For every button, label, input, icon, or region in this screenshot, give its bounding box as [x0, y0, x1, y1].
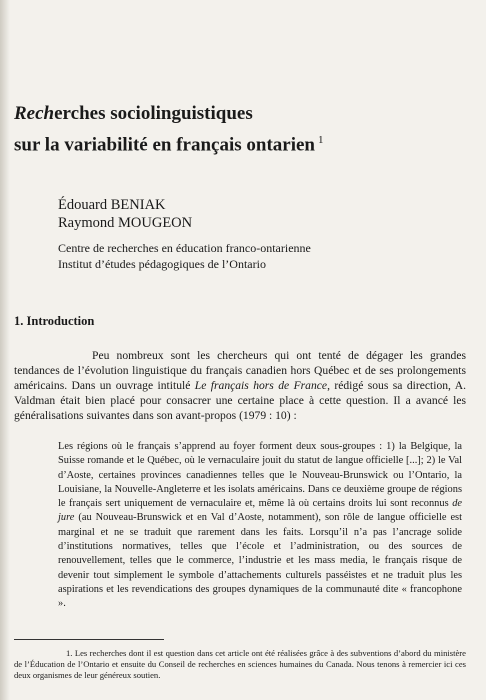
- author-name: Raymond MOUGEON: [58, 215, 193, 231]
- affiliation-line: Institut d’études pédagogiques de l’Ontario: [58, 257, 266, 271]
- scan-shadow: [0, 0, 10, 700]
- title-italic-part: Rech: [14, 103, 55, 124]
- paragraph-text-1: Peu nombreux sont les chercheurs qui ont tenté de dégager les grandes tendances de l’évolution linguistique du français canadien hors Québec et de ses prolongements américains. Dans un ouvrage intitulé: [14, 349, 466, 393]
- title-line-1: [14, 100, 454, 127]
- body-paragraph: [14, 348, 466, 423]
- affiliation: [58, 240, 311, 272]
- title-line-1-rest: erches sociolinguistiques: [54, 103, 253, 124]
- quote-italic-de-jure: de jure: [58, 498, 462, 524]
- quote-text-1: Les régions où le français s’apprend au foyer forment deux sous-groupes : 1) la Belgique, la Suisse romande et le Québec, où le vernaculaire jouit du statut de langue officielle [...]; 2) le Val d’Aoste, certaines provinces canadiennes telles que le Nouveau-Brunswick ou l’Ontario, la Louisiane, la Nouvelle-Angleterre et les isolats américains. Dans ce deuxième groupe de régions le français sert uniquement de vernaculaire et, même là où certains droits lui sont reconnus: [58, 441, 462, 510]
- article-title: [14, 100, 454, 158]
- title-line-2: [14, 127, 454, 158]
- author-name: Édouard BENIAK: [58, 197, 166, 213]
- book-title: Le français hors de France: [194, 379, 328, 393]
- quote-text-2: (au Nouveau-Brunswick et en Val d’Aoste, notamment), son rôle de langue officielle est marginal et ne se traduit que rarement dans les faits. Lorsqu’il n’a pas l’ancrage solide d’institutions normatives, telles que l’école et l’administration, ou des sources de renouvellement, telles que le commerce, l’industrie et les mass media, le français risque de devenir tout simplement le symbole d’attachements culturels passéistes et ne traduit plus les aspirations et les revendications des groupes dynamiques de la communauté dite « francophone ».: [58, 512, 462, 610]
- author-list: [58, 196, 192, 232]
- block-quote: [58, 440, 462, 612]
- title-line-2-text: sur la variabilité en français ontarien: [14, 134, 315, 156]
- paragraph-text-2: , rédigé sous sa direction, A. Valdman était bien placé pour consacrer une certaine place à cette question. Il a avancé les généralisations suivantes dans son avant-propos (1979 : 10) :: [14, 379, 466, 423]
- title-footnote-mark: 1: [318, 134, 324, 146]
- footnote: 1. Les recherches dont il est question dans cet article ont été réalisées grâce à des subventions d’abord du ministère de l’Éducation de l’Ontario et ensuite du Conseil de recherches en sciences humaines du Canada. Nous tenons à remercier ici ces deux organismes de leur généreux soutien.: [14, 648, 466, 681]
- section-heading: 1. Introduction: [14, 314, 95, 328]
- footnote-rule: [14, 639, 164, 640]
- affiliation-line: Centre de recherches en éducation franco-ontarienne: [58, 241, 311, 255]
